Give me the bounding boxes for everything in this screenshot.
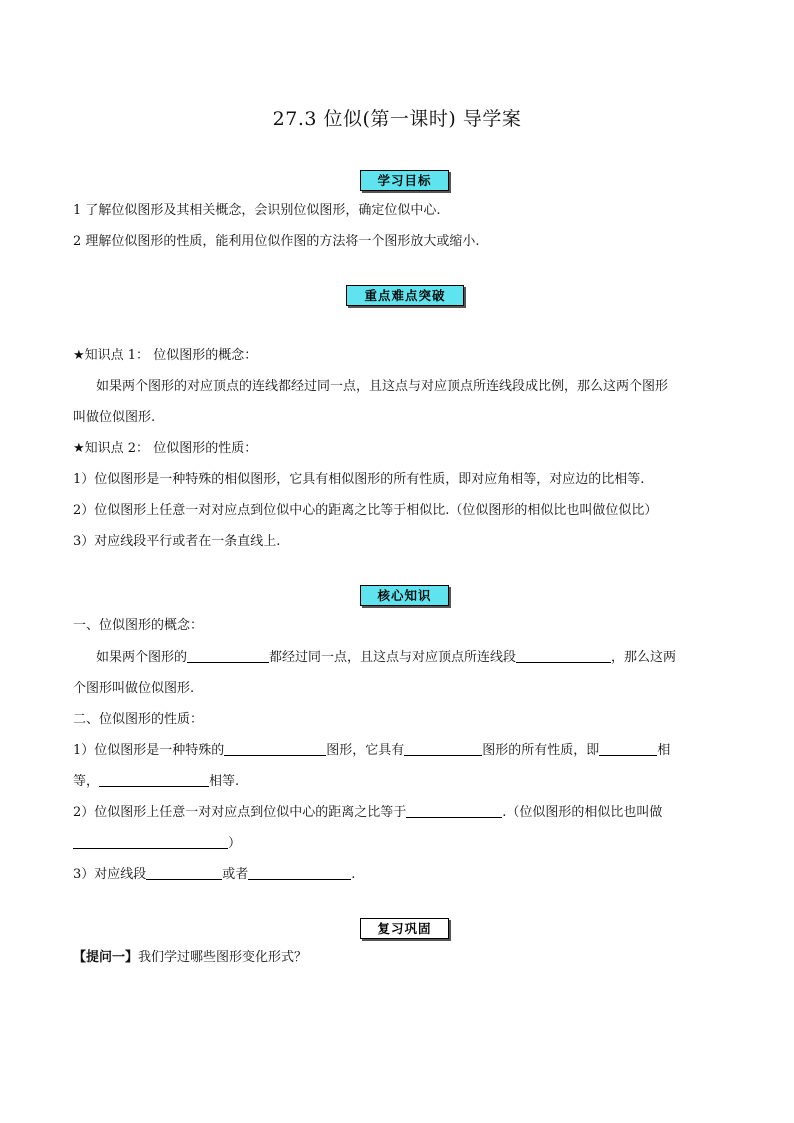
core-text: . bbox=[351, 867, 356, 882]
core-fill-line-1-cont: 个图形叫做位似图形. bbox=[73, 681, 195, 696]
section-heading-review: 复习巩固 bbox=[360, 918, 449, 939]
core-text: 都经过同一点，且这点与对应顶点所连线段 bbox=[269, 650, 517, 665]
question-label: 【提问一】 bbox=[73, 950, 139, 965]
core-text: 1）位似图形是一种特殊的 bbox=[73, 743, 225, 758]
property-2: 2）位似图形上任意一对对应点到位似中心的距离之比等于相似比.（位似图形的相似比也叫做位似比） bbox=[73, 503, 658, 518]
core-heading-2: 二、位似图形的性质： bbox=[73, 712, 204, 727]
knowledge-point-1-label: 知识点 1： 位似图形的概念： bbox=[84, 348, 258, 363]
section-heading-keypoints: 重点难点突破 bbox=[346, 285, 464, 306]
core-text: 图形，它具有 bbox=[326, 743, 405, 758]
fill-blank[interactable] bbox=[187, 648, 269, 663]
core-text: 2）位似图形上任意一对对应点到位似中心的距离之比等于 bbox=[73, 805, 407, 820]
goal-item-1: 1 了解位似图形及其相关概念，会识别位似图形，确定位似中心. bbox=[73, 203, 441, 218]
fill-blank[interactable] bbox=[516, 648, 611, 663]
core-text: 等， bbox=[73, 774, 100, 789]
property-1: 1）位似图形是一种特殊的相似图形，它具有相似图形的所有性质，即对应角相等，对应边的比相等. bbox=[73, 472, 645, 487]
core-text: 图形的所有性质，即 bbox=[482, 743, 600, 758]
fill-blank[interactable] bbox=[599, 741, 657, 756]
core-text: 如果两个图形的 bbox=[96, 650, 188, 665]
fill-blank[interactable] bbox=[406, 803, 502, 818]
core-fill-line-3 bbox=[73, 801, 662, 820]
fill-blank[interactable] bbox=[146, 865, 222, 880]
fill-blank[interactable] bbox=[99, 772, 209, 787]
knowledge-point-1-text-cont: 叫做位似图形. bbox=[73, 410, 156, 425]
core-text: 或者 bbox=[222, 867, 249, 882]
knowledge-point-1-text: 如果两个图形的对应顶点的连线都经过同一点，且这点与对应顶点所连线段成比例，那么这两个图形 bbox=[96, 379, 669, 394]
fill-blank[interactable] bbox=[73, 834, 228, 849]
knowledge-point-2-label: 知识点 2： 位似图形的性质： bbox=[84, 441, 258, 456]
core-text: 相等. bbox=[209, 774, 240, 789]
core-fill-line-2 bbox=[73, 739, 670, 758]
core-fill-line-4 bbox=[73, 863, 355, 882]
core-text: 3）对应线段 bbox=[73, 867, 147, 882]
core-fill-line-1 bbox=[96, 646, 676, 665]
fill-blank[interactable] bbox=[404, 741, 482, 756]
section-heading-core: 核心知识 bbox=[360, 585, 449, 606]
star-icon: ★ bbox=[73, 441, 85, 456]
question-text: 我们学过哪些图形变化形式？ bbox=[138, 950, 308, 965]
property-3: 3）对应线段平行或者在一条直线上. bbox=[73, 534, 281, 549]
fill-blank[interactable] bbox=[224, 741, 326, 756]
section-heading-goals: 学习目标 bbox=[360, 170, 449, 191]
core-text: 相 bbox=[657, 743, 671, 758]
review-question-1 bbox=[73, 946, 307, 965]
core-fill-line-2-cont bbox=[73, 770, 239, 789]
core-fill-line-3-cont bbox=[73, 832, 241, 851]
page-title: 27.3 位似(第一课时) 导学案 bbox=[272, 108, 522, 130]
core-text: ，那么这两 bbox=[611, 650, 677, 665]
core-text: ） bbox=[228, 836, 242, 851]
core-text: .（位似图形的相似比也叫做 bbox=[502, 805, 663, 820]
goal-item-2: 2 理解位似图形的性质，能利用位似作图的方法将一个图形放大或缩小. bbox=[73, 234, 480, 249]
fill-blank[interactable] bbox=[248, 865, 351, 880]
star-icon: ★ bbox=[73, 348, 85, 363]
knowledge-point-1-title bbox=[73, 344, 257, 363]
core-heading-1: 一、位似图形的概念： bbox=[73, 618, 204, 633]
knowledge-point-2-title bbox=[73, 437, 257, 456]
